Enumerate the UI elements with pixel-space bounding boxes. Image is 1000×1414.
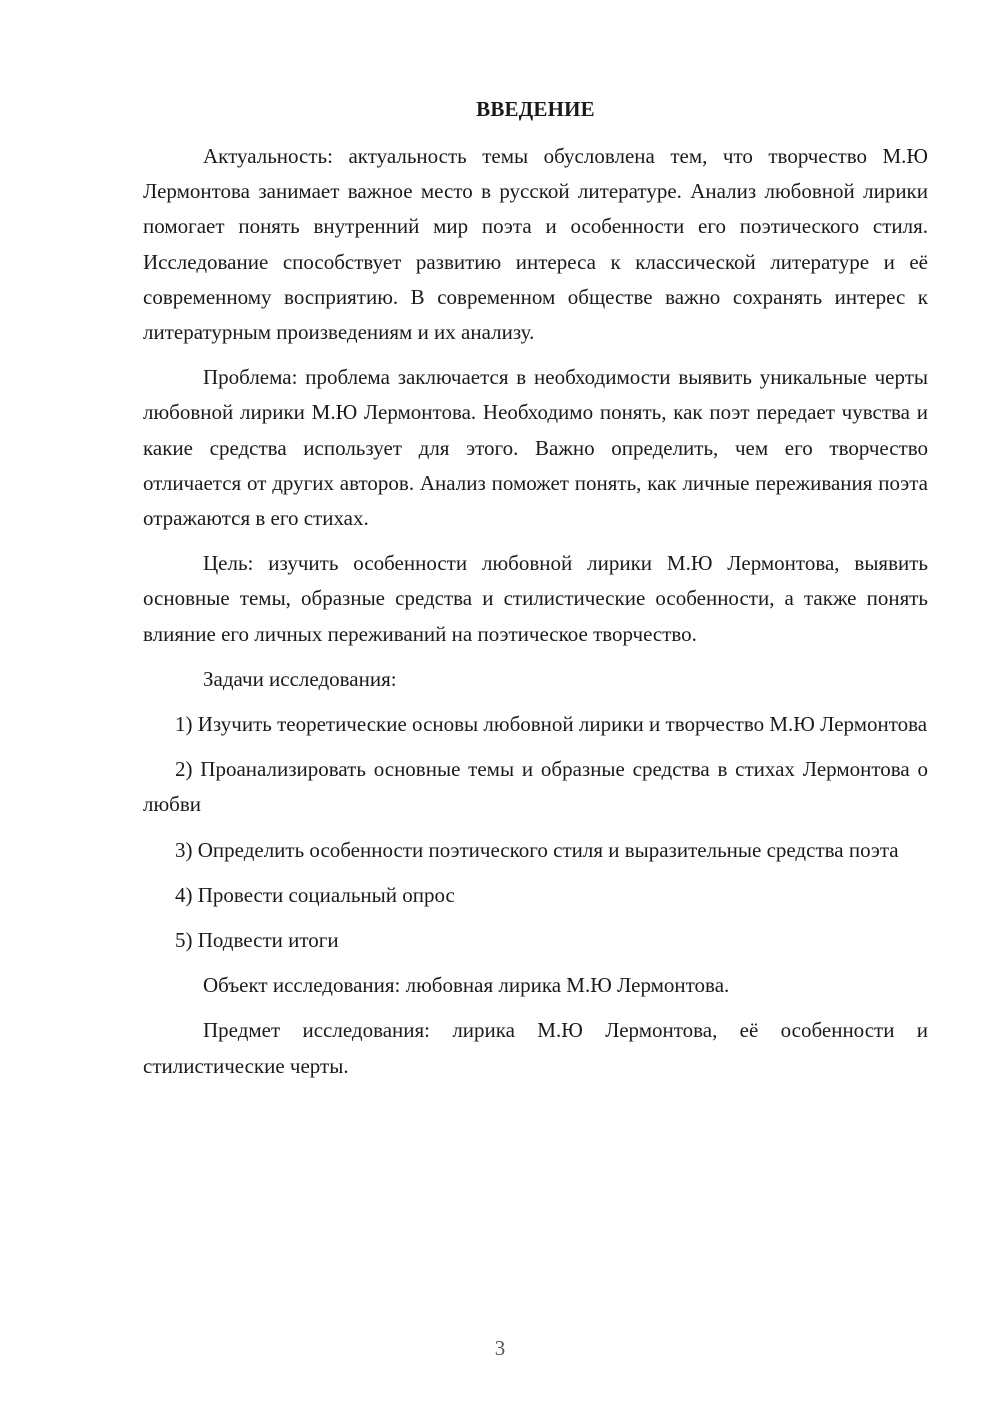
- task-item-2: 2) Проанализировать основные темы и образные средства в стихах Лермонтова о любви: [143, 757, 928, 817]
- task-item-5: 5) Подвести итоги: [175, 928, 339, 953]
- subject-paragraph: Предмет исследования: лирика М.Ю Лермонтова, её особенности и стилистические черты.: [143, 1018, 928, 1078]
- object-paragraph: Объект исследования: любовная лирика М.Ю Лермонтова.: [203, 973, 730, 998]
- tasks-heading: Задачи исследования:: [203, 666, 397, 691]
- goal-paragraph: Цель: изучить особенности любовной лирики М.Ю Лермонтова, выявить основные темы, образные средства и стилистические особенности, а также понять влияние его личных переживаний на поэтическое творчество.: [143, 551, 928, 646]
- task-item-1: 1) Изучить теоретические основы любовной лирики и творчество М.Ю Лермонтова: [175, 712, 928, 737]
- document-page: [143, 92, 928, 1094]
- relevance-paragraph: Актуальность: актуальность темы обусловлена тем, что творчество М.Ю Лермонтова занимает важное место в русской литературе. Анализ любовной лирики помогает понять внутренний мир поэта и особенности его поэтического стиля. Исследование способствует развитию интереса к классической литературе и её современному восприятию. В современном обществе важно сохранять интерес к литературным произведениям и их анализу.: [143, 144, 928, 345]
- task-item-3: 3) Определить особенности поэтического стиля и выразительные средства поэта: [175, 837, 899, 862]
- problem-paragraph: Проблема: проблема заключается в необходимости выявить уникальные черты любовной лирики М.Ю Лермонтова. Необходимо понять, как поэт передает чувства и какие средства использует для этого. Важно определить, чем его творчество отличается от других авторов. Анализ поможет понять, как личные переживания поэта отражаются в его стихах.: [143, 365, 928, 531]
- page-number: 3: [494, 1336, 506, 1360]
- task-item-4: 4) Провести социальный опрос: [175, 882, 455, 907]
- page-title: ВВЕДЕНИЕ: [476, 97, 595, 121]
